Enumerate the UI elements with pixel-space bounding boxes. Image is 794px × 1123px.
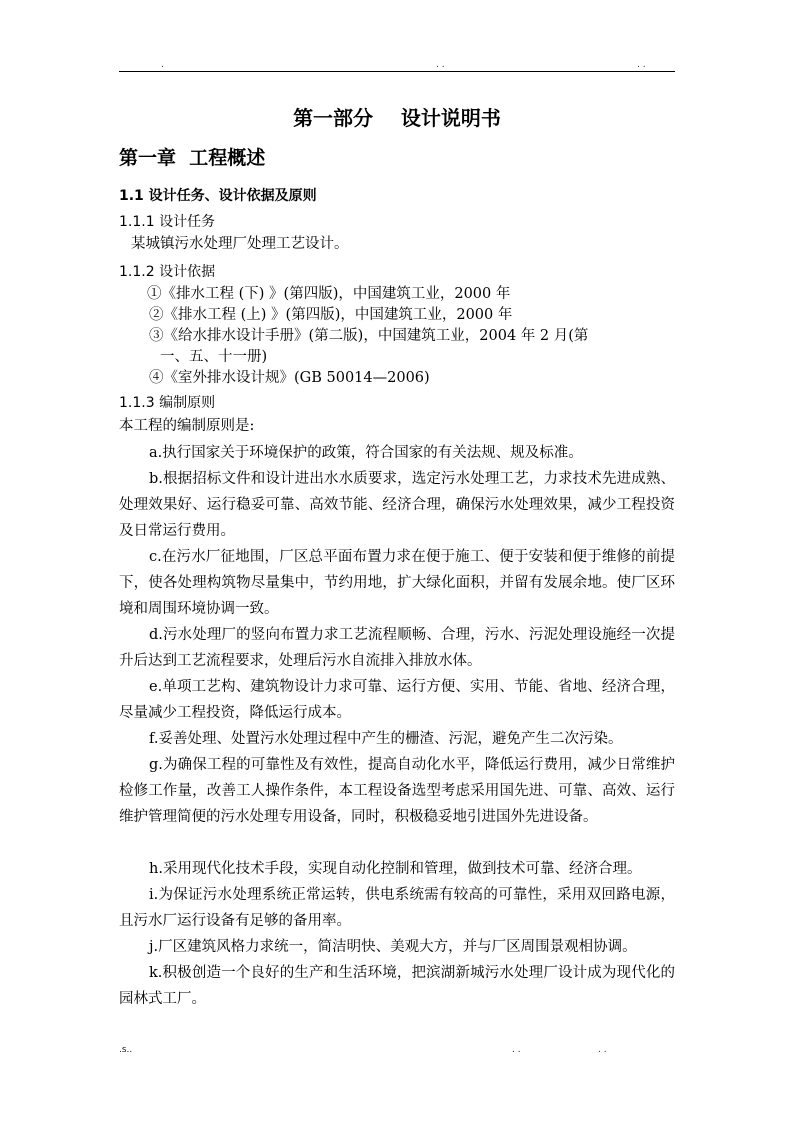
principle-item: k.积极创造一个良好的生产和生活环境，把滨湖新城污水处理厂设计成为现代化的园林式工厂。 [119, 965, 675, 1007]
principle-item: d.污水处理厂的竖向布置力求工艺流程顺畅、合理，污水、污泥处理设施经一次提升后达到工艺流程要求，处理后污水自流排入排放水体。 [119, 627, 675, 669]
reference-item: ③《给水排水设计手册》(第二版)，中国建筑工业，2004 年 2 月(第 [149, 328, 589, 344]
subsection-heading: 1.1.1 设计任务 [119, 214, 216, 230]
section-heading: 1.1 设计任务、设计依据及原则 [119, 188, 317, 204]
header-mark: . . [436, 60, 445, 70]
reference-item: ②《排水工程 (上) 》(第四版)，中国建筑工业，2000 年 [149, 307, 513, 323]
header-mark: . [161, 60, 164, 70]
header-mark: . . [637, 60, 646, 70]
principle-item: c.在污水厂征地围，厂区总平面布置力求在便于施工、便于安装和便于维修的前提下，使各处理构筑物尽量集中，节约用地，扩大绿化面积，并留有发展余地。使厂区环境和周围环境协调一致。 [119, 549, 675, 617]
principle-item: a.执行国家关于环境保护的政策，符合国家的有关法规、规及标准。 [149, 445, 583, 461]
subsection-heading: 1.1.3 编制原则 [119, 395, 216, 411]
footer-mark: . . [598, 1045, 607, 1055]
chapter-heading: 第一章 工程概述 [119, 147, 266, 169]
reference-item: ①《排水工程 (下) 》(第四版)，中国建筑工业，2000 年 [147, 286, 511, 302]
principles-intro: 本工程的编制原则是: [119, 418, 255, 434]
footer-mark: .s.. [119, 1045, 133, 1055]
principle-item: e.单项工艺构、建筑物设计力求可靠、运行方便、实用、节能、省地、经济合理，尽量减少工程投资，降低运行成本。 [119, 679, 675, 721]
page-title: 第一部分 设计说明书 [293, 106, 501, 130]
reference-item-continuation: 一、五、十一册) [160, 349, 268, 365]
subsection-heading: 1.1.2 设计依据 [119, 264, 216, 280]
principle-item: j.厂区建筑风格力求统一，简洁明快、美观大方，并与厂区周围景观相协调。 [149, 939, 637, 955]
principle-item: h.采用现代化技术手段，实现自动化控制和管理，做到技术可靠、经济合理。 [149, 861, 642, 877]
reference-item: ④《室外排水设计规》(GB 50014—2006) [149, 370, 430, 386]
header-rule [119, 71, 675, 72]
principle-item: g.为确保工程的可靠性及有效性，提高自动化水平，降低运行费用，减少日常维护检修工作量，改善工人操作条件，本工程设备选型考虑采用国先进、可靠、高效、运行维护管理简便的污水处理专用设备，同时，积极稳妥地引进国外先进设备。 [119, 757, 675, 825]
principle-item: b.根据招标文件和设计进出水水质要求，选定污水处理工艺，力求技术先进成熟、处理效果好、运行稳妥可靠、高效节能、经济合理，确保污水处理效果，减少工程投资及日常运行费用。 [119, 471, 675, 539]
principle-item: i.为保证污水处理系统正常运转，供电系统需有较高的可靠性，采用双回路电源，且污水厂运行设备有足够的备用率。 [119, 887, 675, 929]
task-text: 某城镇污水处理厂处理工艺设计。 [131, 236, 349, 252]
footer-mark: . . [512, 1045, 521, 1055]
principle-item: f.妥善处理、处置污水处理过程中产生的栅渣、污泥，避免产生二次污染。 [149, 731, 623, 747]
